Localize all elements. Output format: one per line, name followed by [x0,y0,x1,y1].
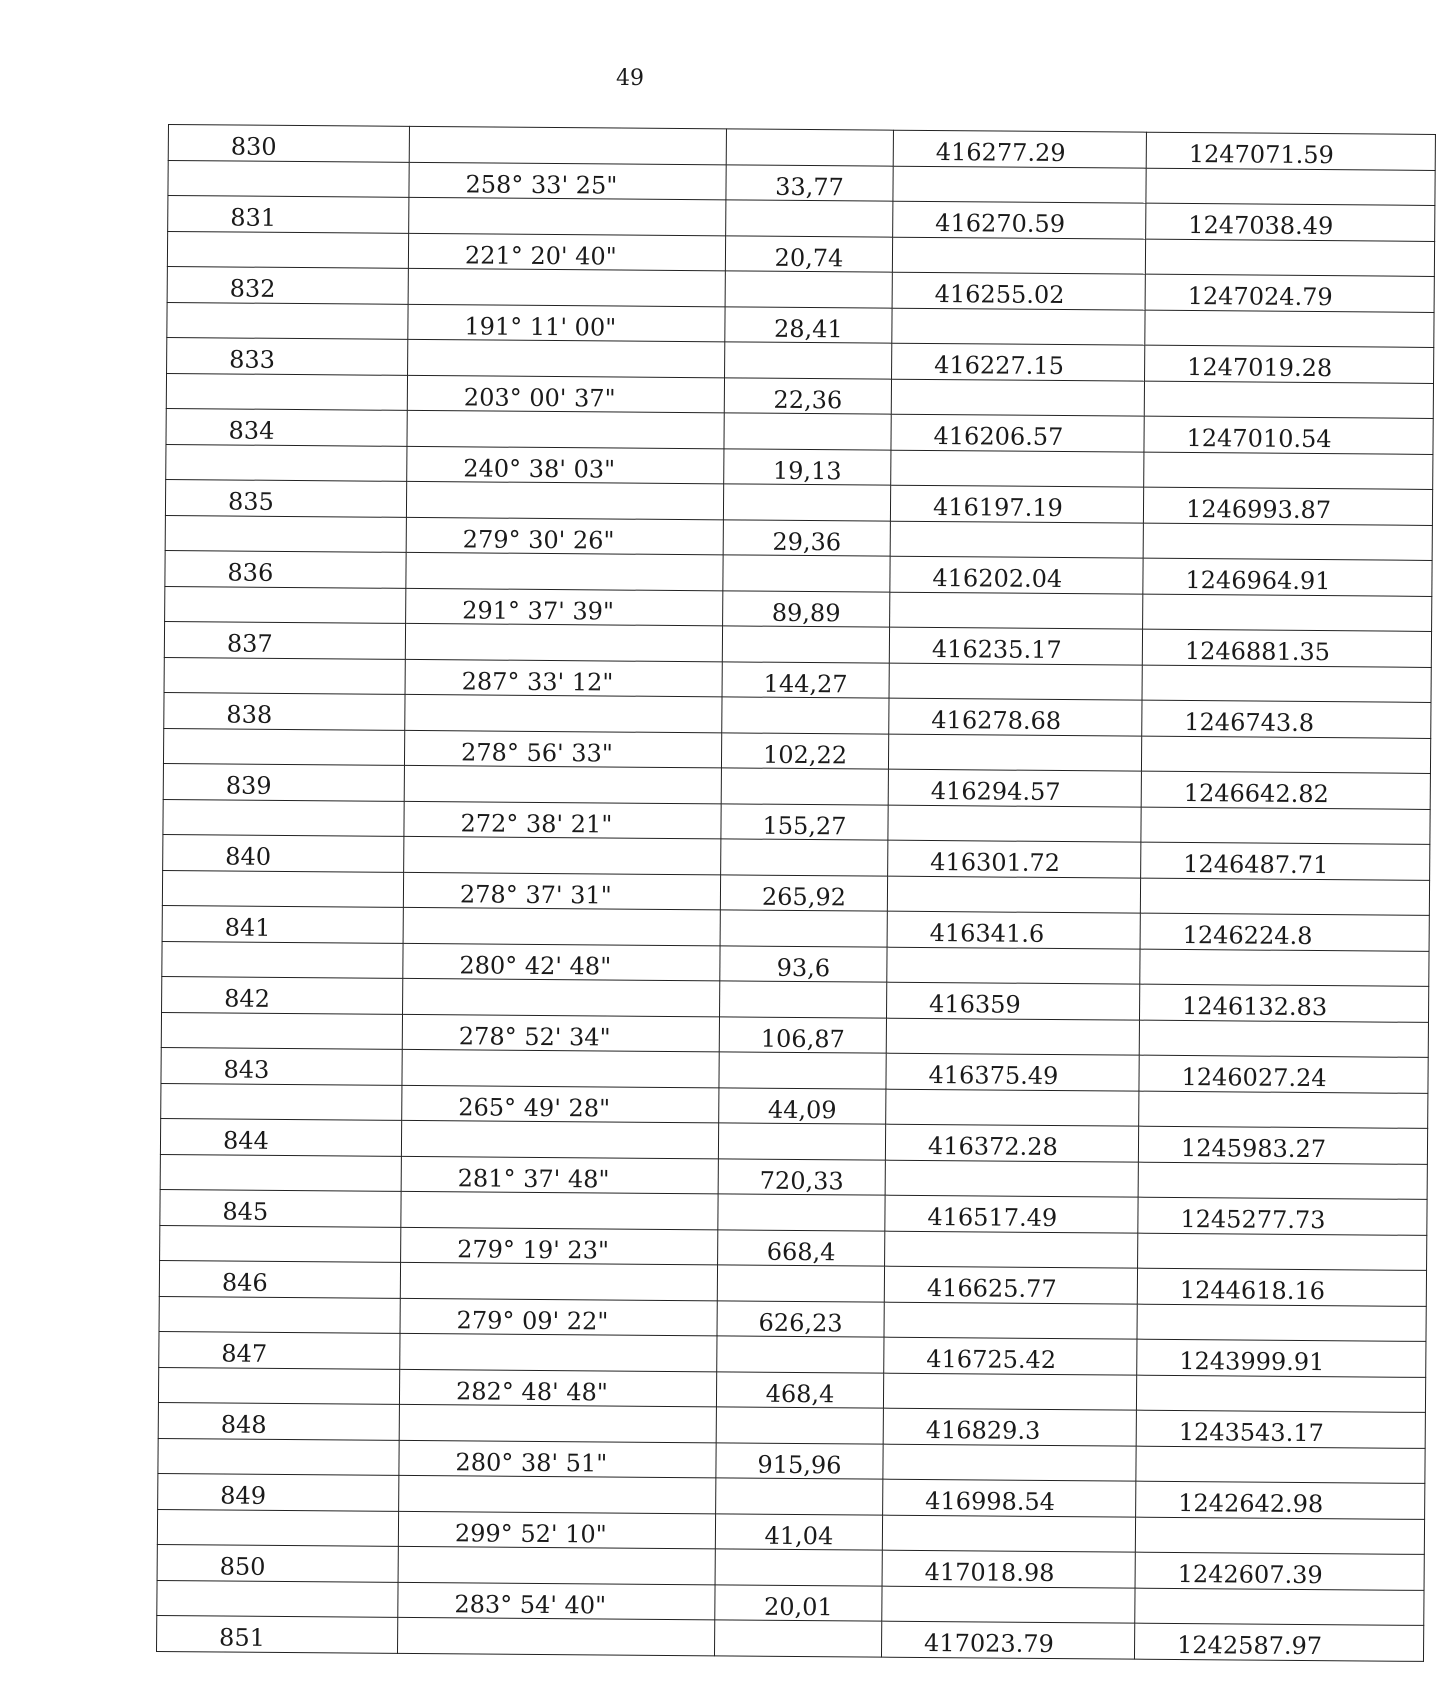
distance-cell: 29,36 [723,520,890,556]
point-id-cell: 833 [167,337,408,375]
bearing-cell [409,126,726,164]
distance-cell [722,697,889,734]
bearing-cell: 265° 49' 28" [402,1085,719,1122]
bearing-cell [406,552,723,590]
x-coordinate-cell [886,1089,1139,1126]
distance-cell [726,129,893,166]
distance-cell [724,413,891,450]
table-body [157,125,1436,1662]
bearing-cell [400,1262,717,1300]
point-id-cell: 845 [160,1189,401,1227]
y-coordinate-cell: 1246642.82 [1141,771,1430,809]
x-coordinate-cell [882,1586,1135,1623]
x-coordinate-cell: 416372.28 [885,1124,1138,1162]
point-id-cell [163,799,404,836]
y-coordinate-cell: 1246027.24 [1139,1055,1428,1093]
x-coordinate-cell [892,237,1145,274]
distance-cell: 28,41 [725,307,892,343]
bearing-cell [398,1546,715,1584]
x-coordinate-cell: 416294.57 [888,769,1141,807]
y-coordinate-cell [1138,1162,1427,1199]
x-coordinate-cell: 416998.54 [883,1479,1136,1517]
x-coordinate-cell: 416625.77 [884,1266,1137,1304]
y-coordinate-cell: 1245983.27 [1138,1126,1427,1164]
bearing-cell [403,907,720,945]
x-coordinate-cell: 416725.42 [884,1337,1137,1375]
distance-cell [717,1336,884,1373]
y-coordinate-cell [1138,1233,1427,1270]
bearing-cell [401,1120,718,1158]
point-id-cell [158,1367,399,1404]
bearing-cell [402,1049,719,1087]
point-id-cell [165,586,406,623]
point-id-cell: 841 [162,905,403,943]
y-coordinate-cell [1136,1375,1425,1412]
y-coordinate-cell: 1246881.35 [1142,629,1431,667]
y-coordinate-cell [1137,1304,1426,1341]
bearing-cell: 221° 20' 40" [408,233,725,270]
y-coordinate-cell [1141,807,1430,844]
distance-cell: 155,27 [721,804,888,840]
survey-coordinates-table [156,124,1436,1662]
x-coordinate-cell: 416301.72 [888,840,1141,878]
point-id-cell [161,1012,402,1049]
bearing-cell [407,410,724,448]
y-coordinate-cell [1135,1517,1424,1554]
bearing-cell [405,623,722,661]
y-coordinate-cell: 1246964.91 [1143,558,1432,596]
distance-cell [721,839,888,876]
y-coordinate-cell [1144,452,1433,489]
x-coordinate-cell: 417023.79 [881,1621,1134,1659]
distance-cell: 22,36 [724,378,891,414]
y-coordinate-cell: 1244618.16 [1137,1268,1426,1306]
point-id-cell: 830 [168,125,409,163]
point-id-cell [159,1296,400,1333]
x-coordinate-cell: 416270.59 [893,201,1146,239]
y-coordinate-cell: 1246993.87 [1143,487,1432,525]
y-coordinate-cell [1136,1446,1425,1483]
distance-cell: 144,27 [722,662,889,698]
point-id-cell [167,232,408,269]
bearing-cell: 287° 33' 12" [405,659,722,696]
x-coordinate-cell [890,592,1143,629]
point-id-cell: 840 [163,834,404,872]
bearing-cell [399,1404,716,1442]
x-coordinate-cell [886,1018,1139,1055]
bearing-cell [408,339,725,377]
y-coordinate-cell [1135,1588,1424,1625]
point-id-cell: 849 [158,1473,399,1511]
point-id-cell: 838 [164,692,405,730]
x-coordinate-cell: 416197.19 [890,485,1143,523]
distance-cell [725,271,892,308]
y-coordinate-cell [1142,665,1431,702]
y-coordinate-cell: 1247024.79 [1145,274,1434,312]
y-coordinate-cell: 1247038.49 [1146,203,1435,241]
x-coordinate-cell: 416829.3 [883,1408,1136,1446]
x-coordinate-cell: 416206.57 [891,414,1144,452]
distance-cell: 468,4 [716,1372,883,1408]
bearing-cell [403,978,720,1016]
bearing-cell: 279° 09' 22" [400,1298,717,1335]
y-coordinate-cell: 1247071.59 [1146,132,1435,170]
bearing-cell [406,481,723,519]
x-coordinate-cell [885,1160,1138,1197]
x-coordinate-cell: 416255.02 [892,272,1145,310]
bearing-cell: 280° 38' 51" [399,1440,716,1477]
x-coordinate-cell: 416278.68 [889,698,1142,736]
point-id-cell [164,657,405,694]
bearing-cell [401,1191,718,1229]
distance-cell: 102,22 [721,733,888,769]
point-id-cell [157,1509,398,1546]
bearing-cell: 291° 37' 39" [406,588,723,625]
distance-cell: 626,23 [717,1301,884,1337]
y-coordinate-cell: 1243543.17 [1136,1410,1425,1448]
point-id-cell: 836 [165,550,406,588]
point-id-cell [167,302,408,339]
y-coordinate-cell [1145,239,1434,276]
y-coordinate-cell [1145,310,1434,347]
y-coordinate-cell [1139,1020,1428,1057]
distance-cell: 19,13 [724,449,891,485]
x-coordinate-cell [892,308,1145,345]
distance-cell: 20,74 [725,236,892,272]
x-coordinate-cell [882,1515,1135,1552]
y-coordinate-cell: 1242607.39 [1135,1552,1424,1590]
bearing-cell [408,268,725,306]
bearing-cell: 279° 19' 23" [401,1227,718,1264]
point-id-cell: 846 [159,1260,400,1298]
distance-cell [716,1478,883,1515]
point-id-cell [158,1438,399,1475]
point-id-cell: 851 [157,1615,398,1653]
x-coordinate-cell: 416277.29 [893,130,1146,168]
y-coordinate-cell [1140,949,1429,986]
bearing-cell: 240° 38' 03" [407,446,724,483]
distance-cell: 915,96 [716,1443,883,1479]
x-coordinate-cell [883,1373,1136,1410]
point-id-cell [160,1225,401,1262]
distance-cell [722,626,889,663]
distance-cell: 265,92 [720,875,887,911]
bearing-cell [400,1333,717,1371]
point-id-cell: 839 [163,763,404,801]
x-coordinate-cell: 416517.49 [885,1195,1138,1233]
x-coordinate-cell [889,663,1142,700]
bearing-cell: 278° 56' 33" [404,730,721,767]
x-coordinate-cell: 416359 [886,982,1139,1020]
y-coordinate-cell: 1246743.8 [1142,700,1431,738]
bearing-cell: 283° 54' 40" [398,1582,715,1619]
distance-cell: 20,01 [715,1585,882,1621]
point-id-cell: 831 [168,196,409,234]
distance-cell [717,1265,884,1302]
y-coordinate-cell [1143,523,1432,560]
x-coordinate-cell [888,805,1141,842]
point-id-cell [162,941,403,978]
point-id-cell [163,728,404,765]
y-coordinate-cell [1140,878,1429,915]
point-id-cell [166,444,407,481]
bearing-cell: 272° 38' 21" [404,801,721,838]
distance-cell [718,1194,885,1231]
point-id-cell: 843 [161,1047,402,1085]
distance-cell [725,342,892,379]
distance-cell [720,981,887,1018]
bearing-cell: 299° 52' 10" [398,1511,715,1548]
bearing-cell [404,765,721,803]
bearing-cell [397,1617,714,1655]
point-id-cell [166,373,407,410]
point-id-cell: 837 [164,621,405,659]
y-coordinate-cell: 1242642.98 [1136,1481,1425,1519]
y-coordinate-cell: 1242587.97 [1134,1623,1423,1661]
distance-cell [714,1620,881,1657]
x-coordinate-cell [883,1444,1136,1481]
distance-cell [726,200,893,237]
point-id-cell: 835 [165,479,406,517]
point-id-cell: 834 [166,408,407,446]
point-id-cell: 850 [157,1544,398,1582]
bearing-cell: 281° 37' 48" [401,1156,718,1193]
distance-cell [723,555,890,592]
y-coordinate-cell: 1246132.83 [1139,984,1428,1022]
bearing-cell: 278° 52' 34" [402,1014,719,1051]
x-coordinate-cell [884,1302,1137,1339]
distance-cell [715,1549,882,1586]
point-id-cell [162,870,403,907]
x-coordinate-cell: 417018.98 [882,1550,1135,1588]
point-id-cell [157,1580,398,1617]
x-coordinate-cell [887,947,1140,984]
y-coordinate-cell: 1246224.8 [1140,913,1429,951]
point-id-cell: 848 [158,1402,399,1440]
distance-cell: 44,09 [719,1088,886,1124]
y-coordinate-cell: 1247019.28 [1145,345,1434,383]
y-coordinate-cell: 1245277.73 [1138,1197,1427,1235]
x-coordinate-cell: 416227.15 [892,343,1145,381]
point-id-cell [160,1154,401,1191]
bearing-cell: 279° 30' 26" [406,517,723,554]
point-id-cell [165,515,406,552]
bearing-cell [409,197,726,235]
y-coordinate-cell [1144,381,1433,418]
distance-cell: 41,04 [715,1514,882,1550]
x-coordinate-cell: 416235.17 [889,627,1142,665]
x-coordinate-cell [891,450,1144,487]
y-coordinate-cell: 1243999.91 [1137,1339,1426,1377]
point-id-cell [161,1083,402,1120]
distance-cell: 33,77 [726,165,893,201]
distance-cell [718,1123,885,1160]
page-number: 49 [616,66,644,91]
distance-cell: 668,4 [718,1230,885,1266]
bearing-cell: 258° 33' 25" [409,162,726,199]
y-coordinate-cell [1143,594,1432,631]
x-coordinate-cell [888,734,1141,771]
bearing-cell: 191° 11' 00" [408,304,725,341]
bearing-cell [399,1475,716,1513]
x-coordinate-cell [891,379,1144,416]
x-coordinate-cell: 416341.6 [887,911,1140,949]
bearing-cell: 203° 00' 37" [407,375,724,412]
point-id-cell [168,161,409,198]
point-id-cell: 832 [167,266,408,304]
x-coordinate-cell [890,521,1143,558]
point-id-cell: 842 [162,976,403,1014]
x-coordinate-cell [885,1231,1138,1268]
point-id-cell: 844 [160,1118,401,1156]
distance-cell: 720,33 [718,1159,885,1195]
distance-cell [720,910,887,947]
y-coordinate-cell: 1247010.54 [1144,416,1433,454]
distance-cell: 106,87 [719,1017,886,1053]
distance-cell: 89,89 [723,591,890,627]
distance-cell [719,1052,886,1089]
y-coordinate-cell [1141,736,1430,773]
x-coordinate-cell: 416202.04 [890,556,1143,594]
distance-cell [716,1407,883,1444]
distance-cell [721,768,888,805]
x-coordinate-cell [893,166,1146,203]
bearing-cell [405,694,722,732]
y-coordinate-cell [1139,1091,1428,1128]
bearing-cell: 282° 48' 48" [399,1369,716,1406]
y-coordinate-cell [1146,168,1435,205]
y-coordinate-cell: 1246487.71 [1141,842,1430,880]
point-id-cell: 847 [159,1331,400,1369]
bearing-cell: 280° 42' 48" [403,943,720,980]
distance-cell [723,484,890,521]
bearing-cell [404,836,721,874]
x-coordinate-cell [887,876,1140,913]
bearing-cell: 278° 37' 31" [403,872,720,909]
x-coordinate-cell: 416375.49 [886,1053,1139,1091]
distance-cell: 93,6 [720,946,887,982]
